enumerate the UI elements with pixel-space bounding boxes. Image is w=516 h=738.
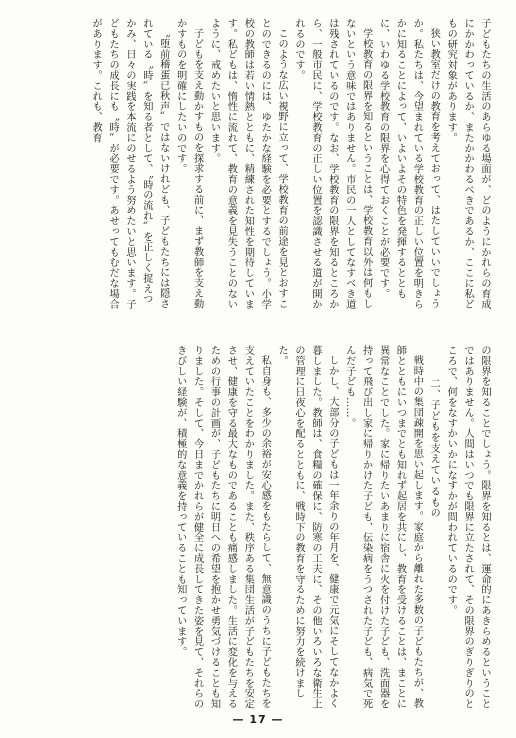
paragraph: 〝堕前稽蛋已秋声〟ではないけれども、子どもたちには隠されている〝時〟を知る者として、〝時の流れ〟を正しく捉えつかみ、日々の実践を本流にのせるよう努めたいと思います。子どもたちの成長にも〝時〟が必要です。あせってもむだな場合があります。これも、教育 [90, 18, 169, 310]
paragraph: 子どもたちの生活のあらゆる場面が、どのようにかれらの育成にかかわっているか、またかかわるべきであるか、ここに私どもの研究対象があります。 [445, 18, 490, 310]
paragraph: 戦時中の集団疎開を思い起します。家庭から離れた多数の子どもたちが、教師とともにいつまでとも知れず起居を共にし、教育を受けることは、まことに異常なことでした。家に帰りたいあまりに宿舎に火を付けた子ども、洗面器を持って飛び出し家に帰りかけた子ども、伝染病をうつされた子ども、病気で死んだ子ども……。 [343, 345, 423, 709]
lower-text-column [152, 345, 492, 710]
paragraph: このような広い視野に立って、学校教育の前途を見とおすことのできるのには、ゆたかな経験を必要とするでしょう。小学校の教師は若い情熱とともに、精練された知性を期待しています。私どもは、惰性に流れて、教育の意義を見失うことのないように、戒めたいと思います。 [208, 18, 288, 310]
paragraph: 狭い教室だけの教育を考えておって、はたしていいでしょうか。私たちは、今望まれている学校教育の正しい位置を明きらかに知ることによって、いよいよその特色を発揮するとともに、いわゆる学校教育の限界を心得ておくことが必要です。 [377, 18, 440, 310]
paragraph: 学校教育の限界を知るということは、学校教育以外は何もしないという意味ではありません。市民の一人としてなすべき道は残されているのです。なお、学校教育の限界を知るところから、一般市民に、学校教育の正しい位置を認識させる道が開かれるのです。 [293, 18, 372, 310]
paragraph: 私自身も、多少の余裕が安心感をもたらして、無意識のうちに子どもたちを支えていたことをわかりました。また、秩序ある集団生活が子どもたちを安定させ、健康を守る最大なものであることも痛感しました。生活に変化を与えるための行事の計画が、子どもたちに明日への希望を抱かせ勇気づけることも知りました。そして、今日までかれらが健全に成長してきた姿を見て、それらのきびしい経験が、積極的な意義を持っていることも知っています。 [174, 345, 271, 709]
paragraph: しかし、大部分の子どもは一年余りの年月を、健康で元気にそしてなかよく暮しました。教師は、食糧の確保に、防寒の工夫に、その他いろいろな衛生上の管理に日夜心を配るとともに、戦時下の教育を守るために努力を続けました。 [276, 345, 338, 709]
upper-text-column [90, 18, 492, 310]
page-number: — 17 — [232, 713, 284, 726]
paragraph: 子どもを支え動かすものを探求する前に、まず教師を支え動かすものを明確にしたいのです。 [174, 18, 203, 309]
section-heading: 二、子どもを支えているもの [428, 377, 440, 519]
paragraph-continuation: の限界を知ることでしょう。限界を知るとは、運命的にあきらめるということではありません。人間はいつでも限界に立たされて、その限界のぎりぎりのところで、何をなすかいかになすかが問われているのです。 [445, 345, 490, 709]
